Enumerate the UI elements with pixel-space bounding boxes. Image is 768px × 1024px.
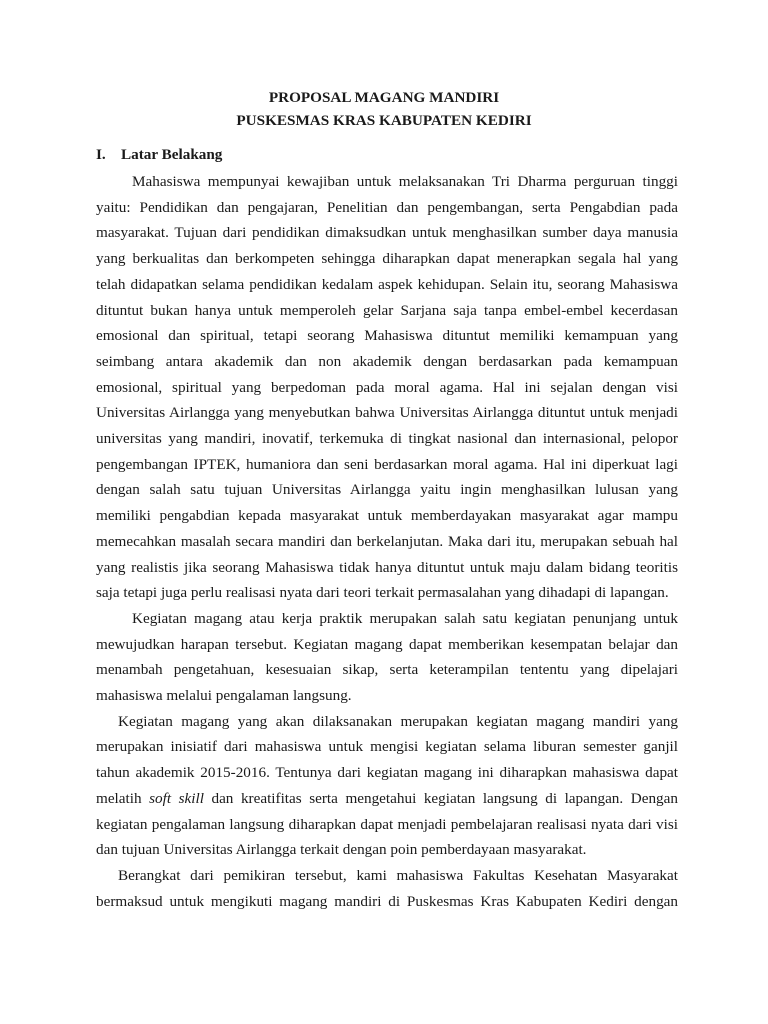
document-body xyxy=(96,169,678,914)
document-title-line-2: PUSKESMAS KRAS KABUPATEN KEDIRI xyxy=(236,112,532,129)
document-title-line-1: PROPOSAL MAGANG MANDIRI xyxy=(268,89,500,106)
paragraph-3-italic-term: soft skill xyxy=(149,789,204,807)
section-title: Latar Belakang xyxy=(121,146,223,163)
section-heading xyxy=(96,145,222,165)
paragraph-3-text-b: dan kreatifitas serta mengetahui kegiatan langsung di lapangan. Dengan kegiatan pengalaman langsung diharapkan dapat menjadi pembelajaran realisasi nyata dari visi dan tujuan Universitas Airlangga terkait dengan poin pemberdayaan masyarakat. xyxy=(96,789,678,859)
paragraph-3-text-a: Kegiatan magang yang akan dilaksanakan merupakan kegiatan magang mandiri yang merupakan inisiatif dari mahasiswa untuk mengisi kegiatan selama liburan semester ganjil tahun akademik 2015-2016. Tentunya dari kegiatan magang ini diharapkan mahasiswa dapat melatih xyxy=(96,712,678,807)
section-number: I. xyxy=(96,146,106,163)
paragraph-2: Kegiatan magang atau kerja praktik merupakan salah satu kegiatan penunjang untuk mewujudkan harapan tersebut. Kegiatan magang dapat memberikan kesempatan belajar dan menambah pengetahuan, kesesuaian sikap, serta keterampilan tententu yang dipelajari mahasiswa melalui pengalaman langsung. xyxy=(96,609,678,705)
paragraph-4: Berangkat dari pemikiran tersebut, kami mahasiswa Fakultas Kesehatan Masyarakat bermaksud untuk mengikuti magang mandiri di Puskesmas Kras Kabupaten Kediri dengan xyxy=(96,866,678,910)
paragraph-3 xyxy=(96,709,678,863)
paragraph-1: Mahasiswa mempunyai kewajiban untuk melaksanakan Tri Dharma perguruan tinggi yaitu: Pendidikan dan pengajaran, Penelitian dan pengembangan, serta Pengabdian pada masyarakat. Tujuan dari pendidikan dimaksudkan untuk menghasilkan sumber daya manusia yang berkualitas dan berkompeten sehingga diharapkan dapat menerapkan segala hal yang telah didapatkan selama pendidikan kedalam aspek kehidupan. Selain itu, seorang Mahasiswa dituntut bukan hanya untuk memperoleh gelar Sarjana saja tanpa embel-embel kecerdasan emosional dan spiritual, tetapi seorang Mahasiswa dituntut memiliki kemampuan yang seimbang antara akademik dan non akademik dengan berdasarkan pada kemampuan emosional, spiritual yang berpedoman pada moral agama. Hal ini sejalan dengan visi Universitas Airlangga yang menyebutkan bahwa Universitas Airlangga dituntut untuk menjadi universitas yang mandiri, inovatif, terkemuka di tingkat nasional dan internasional, pelopor pengembangan IPTEK, humaniora dan seni berdasarkan moral agama. Hal ini diperkuat lagi dengan salah satu tujuan Universitas Airlangga yaitu ingin menghasilkan lulusan yang memiliki pengabdian kepada masyarakat untuk memberdayakan masyarakat agar mampu memecahkan masalah secara mandiri dan berkelanjutan. Maka dari itu, merupakan sebuah hal yang realistis jika seorang Mahasiswa tidak hanya dituntut untuk maju dalam bidang teoritis saja tetapi juga perlu realisasi nyata dari teori terkait permasalahan yang dihadapi di lapangan. xyxy=(96,173,678,602)
